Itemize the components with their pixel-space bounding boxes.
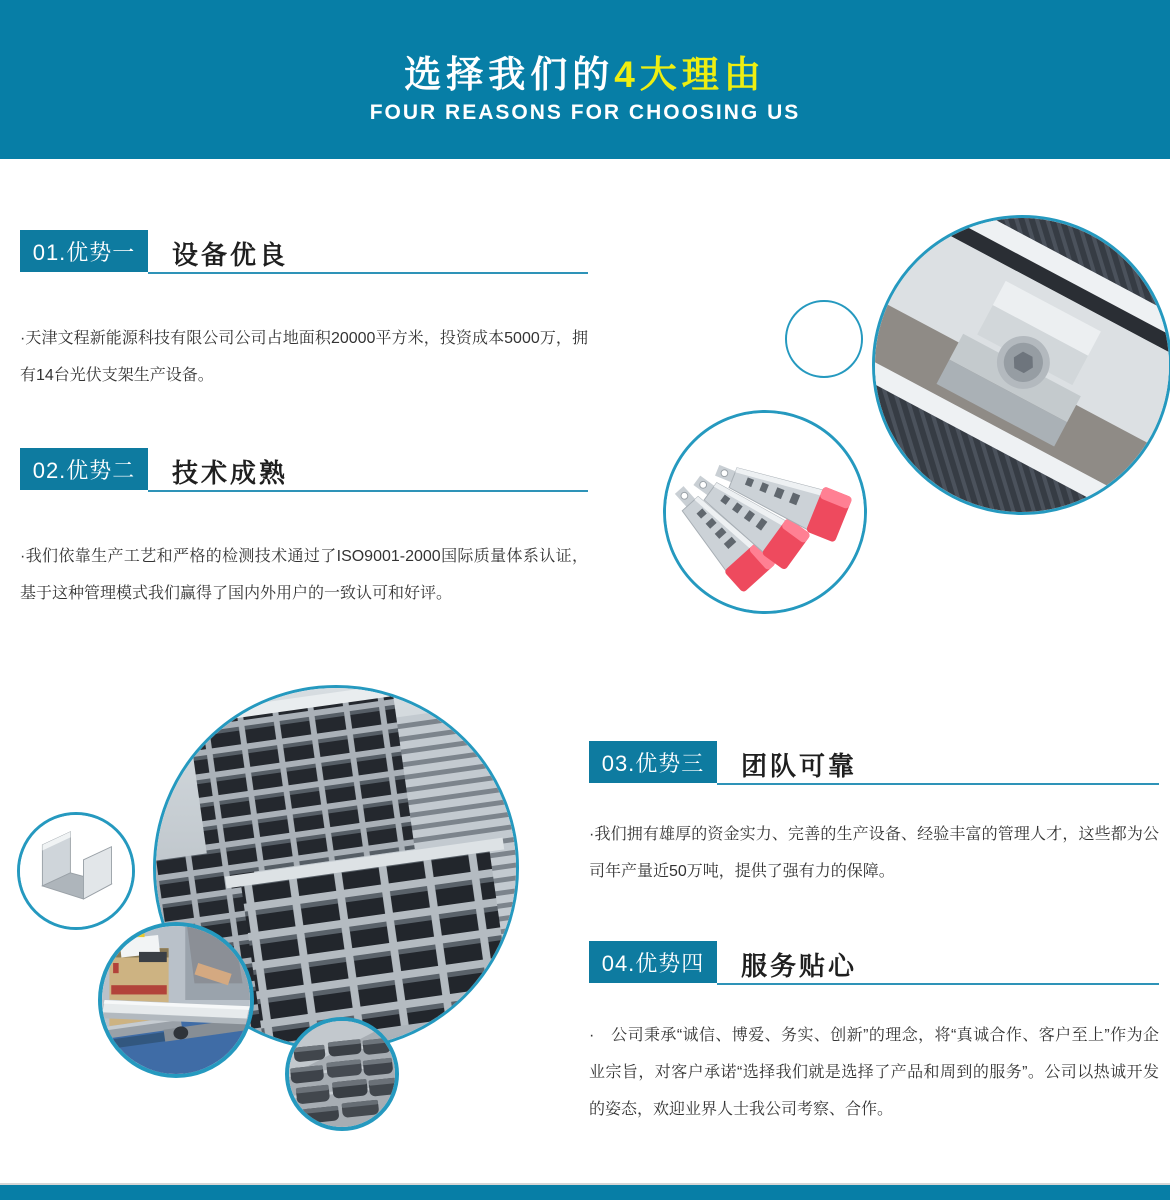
- u-channel-photo: [20, 815, 132, 927]
- section-4-header: [589, 941, 1159, 985]
- solar-clamp-photo: [875, 218, 1169, 512]
- page-title-main: 选择我们的: [404, 54, 615, 95]
- section-3-header: [589, 741, 1159, 785]
- section-4-body: · 公司秉承“诚信、博爱、务实、创新”的理念，将“真诚合作、客户至上”作为企业宗旨，对客户承诺“选择我们就是选择了产品和周到的服务”。公司以热诚开发的姿态，欢迎业界人士我公司考察、合作。: [589, 1027, 1159, 1118]
- section-2-body: ·我们依靠生产工艺和严格的检测技术通过了ISO9001-2000国际质量体系认证，基于这种管理模式我们赢得了国内外用户的一致认可和好评。: [20, 548, 588, 602]
- factory-machine-photo-circle: [98, 922, 254, 1078]
- section-4-underline: [717, 983, 1159, 985]
- red-cap-brackets-photo: [666, 413, 864, 611]
- advantage-section-1: [20, 230, 588, 384]
- section-3-body: ·我们拥有雄厚的资金实力、完善的生产设备、经验丰富的管理人才，这些都为公司年产量近50万吨，提供了强有力的保障。: [589, 826, 1159, 880]
- section-2-header: [20, 448, 588, 492]
- section-2-underline: [148, 490, 588, 492]
- u-channel-photo-circle: [17, 812, 135, 930]
- section-1-title: 设备优良: [172, 240, 289, 270]
- section-1-underline: [148, 272, 588, 274]
- section-1-header: [20, 230, 588, 274]
- section-3-badge: 03.优势三: [589, 741, 717, 783]
- section-4-badge: 04.优势四: [589, 941, 717, 983]
- section-2-title: 技术成熟: [172, 458, 289, 488]
- advantage-section-4: [589, 941, 1159, 1118]
- section-2-badge: 02.优势二: [20, 448, 148, 490]
- page-title-accent: 4大理由: [614, 54, 766, 95]
- section-1-badge: 01.优势一: [20, 230, 148, 272]
- page-title: [0, 44, 1170, 98]
- steel-bundles-photo-circle: [285, 1017, 399, 1131]
- steel-bundles-photo: [289, 1021, 395, 1127]
- section-3-title: 团队可靠: [741, 751, 858, 781]
- footer-band: [0, 1185, 1170, 1200]
- section-3-underline: [717, 783, 1159, 785]
- advantage-section-2: [20, 448, 588, 602]
- section-4-title: 服务贴心: [741, 951, 858, 981]
- advantage-section-3: [589, 741, 1159, 880]
- solar-clamp-photo-circle: [872, 215, 1170, 515]
- decorative-empty-circle: [785, 300, 863, 378]
- factory-machine-photo: [102, 926, 250, 1074]
- red-cap-brackets-photo-circle: [663, 410, 867, 614]
- section-1-body: ·天津文程新能源科技有限公司公司占地面积20000平方米，投资成本5000万，拥有14台光伏支架生产设备。: [20, 330, 588, 384]
- page-subtitle: FOUR REASONS FOR CHOOSING US: [369, 101, 801, 124]
- header-band: [0, 0, 1170, 159]
